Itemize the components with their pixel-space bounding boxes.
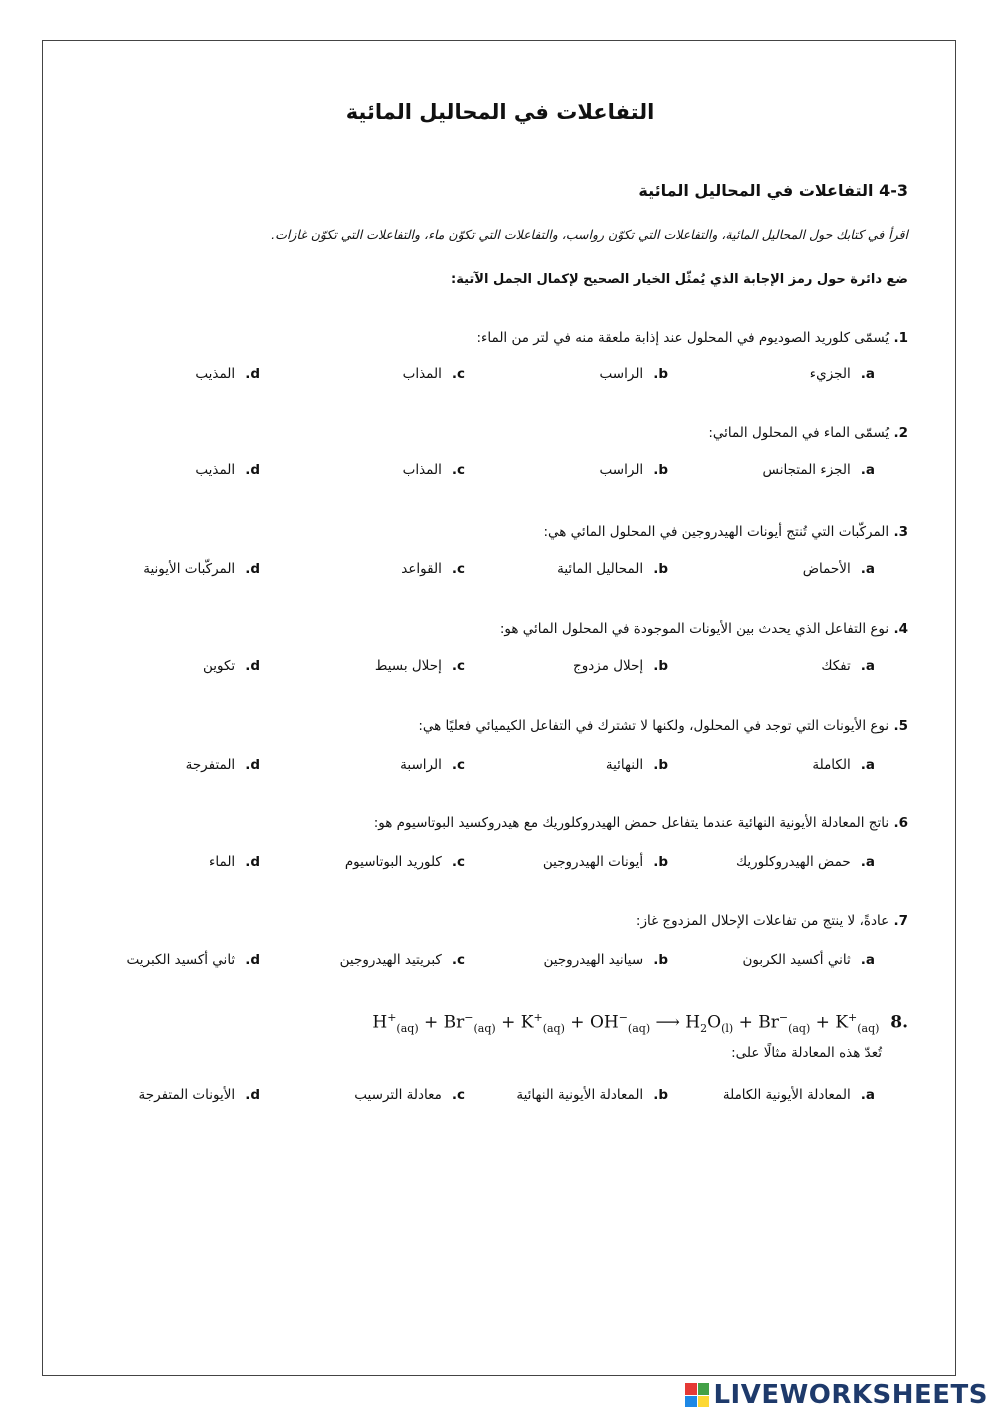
question-8: تُعدّ هذه المعادلة مثالًا على:	[731, 1045, 882, 1061]
option-2a[interactable]: a.الجزء المتجانس	[762, 462, 875, 478]
option-4c[interactable]: c.إحلال بسيط	[374, 658, 465, 674]
option-5b[interactable]: b.النهائية	[605, 757, 668, 773]
chemical-equation: $H^+_{(aq)} + Br^-_{(aq)} + K^+_{(aq)} + OH^-_{(aq)}$ ⟶ $H_2O_{(l)} + Br^-_{(aq)} + K^+_{(aq)}$ 8.	[372, 1011, 908, 1036]
option-7c[interactable]: c.كبريتيد الهيدروجين	[339, 952, 465, 968]
arrow-icon: ⟶	[655, 1012, 680, 1033]
option-6d[interactable]: d.الماء	[209, 854, 260, 870]
option-5a[interactable]: a.الكاملة	[812, 757, 875, 773]
option-4d[interactable]: d.تكوين	[202, 658, 260, 674]
option-2c[interactable]: c.المذاب	[402, 462, 465, 478]
option-3b[interactable]: b.المحاليل المائية	[557, 561, 668, 577]
option-2b[interactable]: b.الراسب	[599, 462, 668, 478]
option-3a[interactable]: a.الأحماض	[802, 561, 875, 577]
option-7b[interactable]: b.سيانيد الهيدروجين	[543, 952, 668, 968]
question-2: 2. يُسمّى الماء في المحلول المائي:	[708, 425, 908, 441]
intro-text: اقرأ في كتابك حول المحاليل المائية، والتفاعلات التي تكوّن رواسب، والتفاعلات التي تكوّن ماء، والتفاعلات التي تكوّن غازات.	[271, 227, 908, 242]
question-8-number: 8.	[890, 1012, 908, 1033]
option-7a[interactable]: a.ثاني أكسيد الكربون	[742, 952, 875, 968]
option-1a[interactable]: a.الجزيء	[809, 366, 875, 382]
option-4a[interactable]: a.تفكك	[821, 658, 875, 674]
question-1: 1. يُسمّى كلوريد الصوديوم في المحلول عند إذابة ملعقة منه في لتر من الماء:	[476, 330, 908, 346]
option-2d[interactable]: d.المذيب	[195, 462, 260, 478]
option-6c[interactable]: c.كلوريد البوتاسيوم	[344, 854, 465, 870]
option-3c[interactable]: c.القواعد	[401, 561, 465, 577]
question-7: 7. عادةً، لا ينتج من تفاعلات الإحلال المزدوج غاز:	[635, 913, 908, 929]
option-6a[interactable]: a.حمض الهيدروكلوريك	[735, 854, 875, 870]
logo-icon	[685, 1383, 709, 1407]
page-title: التفاعلات في المحاليل المائية	[345, 100, 655, 124]
option-1c[interactable]: c.المذاب	[402, 366, 465, 382]
option-8c[interactable]: c.معادلة الترسيب	[354, 1087, 465, 1103]
option-3d[interactable]: d.المركّبات الأيونية	[143, 561, 260, 577]
option-6b[interactable]: b.أيونات الهيدروجين	[542, 854, 668, 870]
liveworksheets-logo[interactable]	[685, 1380, 988, 1410]
option-5d[interactable]: d.المتفرجة	[185, 757, 260, 773]
option-8a[interactable]: a.المعادلة الأيونية الكاملة	[722, 1087, 875, 1103]
option-1d[interactable]: d.المذيب	[195, 366, 260, 382]
brand-text: LIVEWORKSHEETS	[713, 1380, 988, 1410]
question-4: 4. نوع التفاعل الذي يحدث بين الأيونات الموجودة في المحلول المائي هو:	[499, 621, 908, 637]
question-6: 6. ناتج المعادلة الأيونية النهائية عندما يتفاعل حمض الهيدروكلوريك مع هيدروكسيد البوتاسيوم هو:	[373, 815, 908, 831]
option-8b[interactable]: b.المعادلة الأيونية النهائية	[516, 1087, 668, 1103]
section-heading: 4-3 التفاعلات في المحاليل المائية	[638, 181, 908, 200]
question-3: 3. المركّبات التي تُنتج أيونات الهيدروجين في المحلول المائي هي:	[543, 524, 908, 540]
option-8d[interactable]: d.الأيونات المتفرجة	[138, 1087, 260, 1103]
option-5c[interactable]: c.الراسبة	[400, 757, 465, 773]
question-5: 5. نوع الأيونات التي توجد في المحلول، ولكنها لا تشترك في التفاعل الكيميائي فعليًا هي:	[418, 718, 908, 734]
instruction-text: ضع دائرة حول رمز الإجابة الذي يُمثّل الخيار الصحيح لإكمال الجمل الآتية:	[451, 272, 908, 287]
option-7d[interactable]: d.ثاني أكسيد الكبريت	[126, 952, 260, 968]
option-1b[interactable]: b.الراسب	[599, 366, 668, 382]
option-4b[interactable]: b.إحلال مزدوج	[573, 658, 668, 674]
